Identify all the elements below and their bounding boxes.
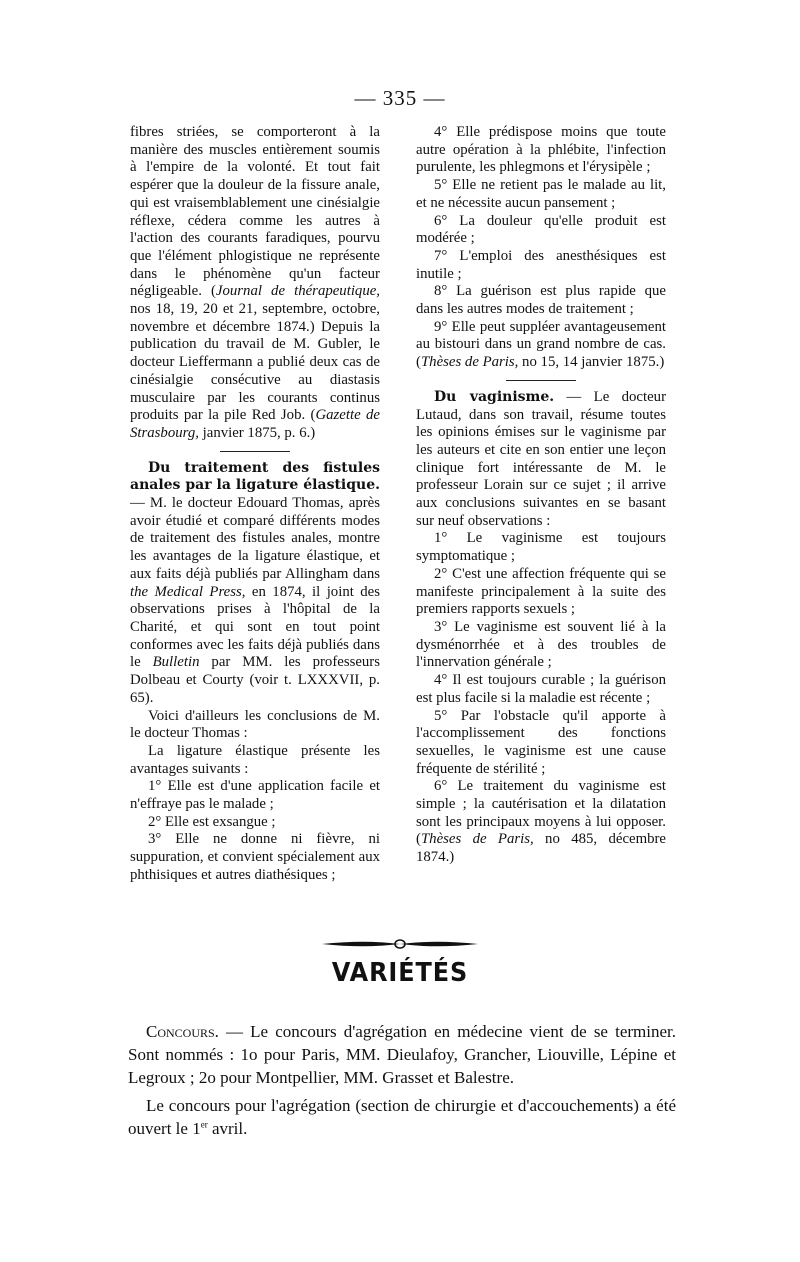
ligature-paragraph: La ligature élastique présente les avantages suivants : xyxy=(130,742,380,777)
article-title-fistules: Du traitement des fistules anales par la ligature élastique. xyxy=(130,459,380,494)
right-column xyxy=(416,124,666,867)
separator-rule xyxy=(506,380,576,381)
list-item: 6° La douleur qu'elle produit est modérée ; xyxy=(416,212,666,247)
list-item: 6° Le traitement du vaginisme est simple ; la cautérisation et la dilatation sont les principaux moyens à lui opposer. (Thèses de Paris, no 485, décembre 1874.) xyxy=(416,778,666,866)
left-paragraph-continuation: fibres striées, se comporteront à la manière des muscles entièrement soumis à l'empire de la volonté. Et tout fait espérer que la douleur de la fissure anale, qui est vraisemblablement une cinésialgie réflexe, cédera comme les autres à l'action des courants faradiques, pourvu que l'élément phlogistique ne représente dans le phénomène qu'un facteur négligeable. (Journal de thérapeutique, nos 18, 19, 20 et 21, septembre, octobre, novembre et décembre 1874.) Depuis la publication du travail de M. Gubler, le docteur Lieffermann a publié deux cas de cinésialgie consécutive au diastasis musculaire par les courants continus produits par la pile Red Job. (Gazette de Strasbourg, janvier 1875, p. 6.) xyxy=(130,124,380,441)
section-title-varietes: VARIÉTÉS xyxy=(331,958,469,988)
page-number: — 335 — xyxy=(354,86,446,110)
list-item: 2° Elle est exsangue ; xyxy=(148,813,276,830)
ornament-divider xyxy=(320,937,480,951)
news-agregation: Le concours pour l'agrégation (section de chirurgie et d'accouchements) a été ouvert le 1er avril. xyxy=(128,1096,676,1138)
article-fistules: Du traitement des fistules anales par la ligature élastique. — M. le docteur Edouard Thomas, après avoir étudié et comparé différents modes de traitement des fistules anales, montre les avantages de la ligature élastique, et aux faits déjà publiés par Allingham dans the Medical Press, en 1874, il joint des observations prises à l'hôpital de la Charité, et qui sont en tout point conformes avec les faits déjà publiés dans le Bulletin par MM. les professeurs Dolbeau et Courty (voir t. LXXXVII, p. 65). xyxy=(130,459,380,706)
list-item: 3° Le vaginisme est souvent lié à la dysménorrhée et à des troubles de l'innervation générale ; xyxy=(416,618,666,671)
article-title-vaginisme: Du vaginisme. xyxy=(434,388,555,405)
news-lead: Concours. xyxy=(146,1022,219,1041)
left-column xyxy=(130,124,380,885)
list-item: 7° L'emploi des anesthésiques est inutile ; xyxy=(416,247,666,282)
list-item: 5° Elle ne retient pas le malade au lit, et ne nécessite aucun pansement ; xyxy=(416,177,666,211)
list-item: 3° Elle ne donne ni fièvre, ni suppuration, et convient spécialement aux phthisiques et autres diathésiques ; xyxy=(130,831,380,883)
list-item: 2° C'est une affection fréquente qui se manifeste principalement à la suite des premiers rapports sexuels ; xyxy=(416,565,666,618)
conclusions-paragraph: Voici d'ailleurs les conclusions de M. le docteur Thomas : xyxy=(130,707,380,742)
list-item: 1° Le vaginisme est toujours symptomatique ; xyxy=(416,530,666,565)
news-concours: Concours. — Le concours d'agrégation en médecine vient de se terminer. Sont nommés : 1o pour Paris, MM. Dieulafoy, Grancher, Liouville, Lépine et Legroux ; 2o pour Montpellier, MM. Grasset et Balestre. xyxy=(128,1022,676,1087)
separator-rule xyxy=(220,451,290,452)
article-vaginisme: Du vaginisme. — Le docteur Lutaud, dans son travail, résume toutes les opinions émises sur le vaginisme par les auteurs et cite en son entier une leçon clinique fort intéressante de M. le professeur Lorain sur ce sujet ; il arrive aux conclusions suivantes en se basant sur neuf observations : xyxy=(416,388,666,529)
list-item: 4° Elle prédispose moins que toute autre opération à la phlébite, l'infection purulente, les phlegmons et l'érysipèle ; xyxy=(416,124,666,176)
list-item: 4° Il est toujours curable ; la guérison est plus facile si la maladie est récente ; xyxy=(416,672,666,706)
list-item: 9° Elle peut suppléer avantageusement au bistouri dans un grand nombre de cas. (Thèses de Paris, no 15, 14 janvier 1875.) xyxy=(416,318,666,371)
list-item: 1° Elle est d'une application facile et n'effraye pas le malade ; xyxy=(130,778,380,813)
list-item: 5° Par l'obstacle qu'il apporte à l'accomplissement des fonctions sexuelles, le vaginisme est une cause fréquente de stérilité ; xyxy=(416,707,666,777)
list-item: 8° La guérison est plus rapide que dans les autres modes de traitement ; xyxy=(416,283,666,318)
